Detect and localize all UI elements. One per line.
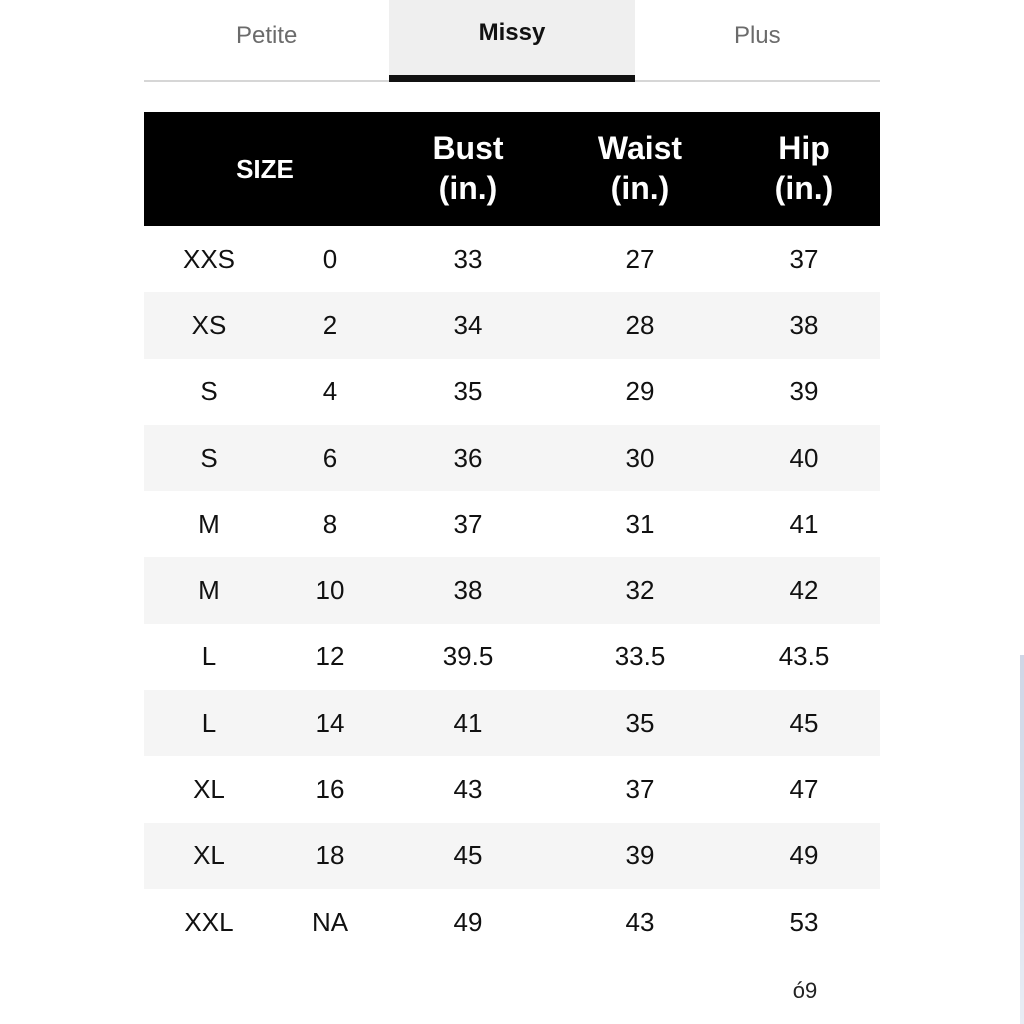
cell-size-number: NA [311,906,349,937]
cell-size-letter: XL [193,774,225,805]
header-size: SIZE [236,154,294,184]
table-row [144,557,880,623]
footnote-text: ó9 [792,978,818,1003]
cell-bust: 33 [453,243,483,274]
cell-size-letter: S [200,442,218,473]
cell-waist: 35 [625,707,655,738]
table-row [144,359,880,425]
table-row [144,226,880,292]
cell-size-letter: XXL [184,906,234,937]
table-header [144,112,880,226]
cell-hip: 42 [789,575,819,606]
cell-size-letter: M [198,575,220,606]
header-waist-unit: (in.) [610,170,670,206]
cell-waist: 27 [625,243,655,274]
cell-waist: 31 [625,508,655,539]
cell-waist: 30 [625,442,655,473]
header-bust-unit: (in.) [438,170,498,206]
cell-hip: 45 [789,707,819,738]
cell-size-letter: S [200,376,218,407]
cell-bust: 38 [453,575,483,606]
cell-bust: 36 [453,442,483,473]
cell-waist: 28 [625,309,655,340]
cell-size-number: 8 [322,508,338,539]
header-bust-label: Bust [432,130,504,166]
cell-hip: 40 [789,442,819,473]
cell-bust: 49 [453,906,483,937]
cell-size-number: 12 [315,641,345,672]
cell-size-number: 2 [322,309,338,340]
cell-waist: 39 [625,840,655,871]
cell-waist: 43 [625,906,655,937]
cell-size-letter: L [201,641,217,672]
header-hip-unit: (in.) [774,170,834,206]
cell-size-letter: XL [193,840,225,871]
cell-size-letter: XS [191,309,227,340]
cell-hip: 37 [789,243,819,274]
table-body [144,226,880,955]
cell-bust: 45 [453,840,483,871]
cell-hip: 38 [789,309,819,340]
cell-size-letter: M [198,508,220,539]
tab-missy[interactable]: Missy [389,0,634,80]
cell-waist: 29 [625,376,655,407]
cell-size-number: 10 [315,575,345,606]
cell-size-letter: XXS [182,243,236,274]
cell-bust: 34 [453,309,483,340]
cell-hip: 43.5 [778,641,830,672]
table-row [144,624,880,690]
table-row [144,425,880,491]
tab-petite[interactable]: Petite [235,22,298,49]
cell-hip: 47 [789,774,819,805]
table-row [144,292,880,358]
cell-bust: 41 [453,707,483,738]
cell-size-number: 0 [322,243,338,274]
header-bust [388,128,548,208]
tab-plus[interactable]: Plus [733,22,781,49]
table-row [144,690,880,756]
header-waist-label: Waist [597,130,683,166]
cell-bust: 39.5 [442,641,494,672]
size-chart-table [144,112,880,955]
cell-hip: 53 [789,906,819,937]
cell-hip: 39 [789,376,819,407]
cell-size-number: 18 [315,840,345,871]
cell-hip: 49 [789,840,819,871]
table-row [144,889,880,955]
table-row [144,756,880,822]
cell-waist: 32 [625,575,655,606]
cell-size-number: 16 [315,774,345,805]
cell-bust: 35 [453,376,483,407]
edge-strip [1020,655,1024,1024]
size-category-tabs [144,0,880,82]
table-row [144,491,880,557]
cell-bust: 43 [453,774,483,805]
cell-size-number: 6 [322,442,338,473]
cell-size-number: 14 [315,707,345,738]
cell-waist: 33.5 [614,641,666,672]
header-hip [724,128,884,208]
table-row [144,823,880,889]
header-waist [560,128,720,208]
cell-size-letter: L [201,707,217,738]
cell-size-number: 4 [322,376,338,407]
header-hip-label: Hip [778,130,830,166]
cell-hip: 41 [789,508,819,539]
cell-bust: 37 [453,508,483,539]
cell-waist: 37 [625,774,655,805]
